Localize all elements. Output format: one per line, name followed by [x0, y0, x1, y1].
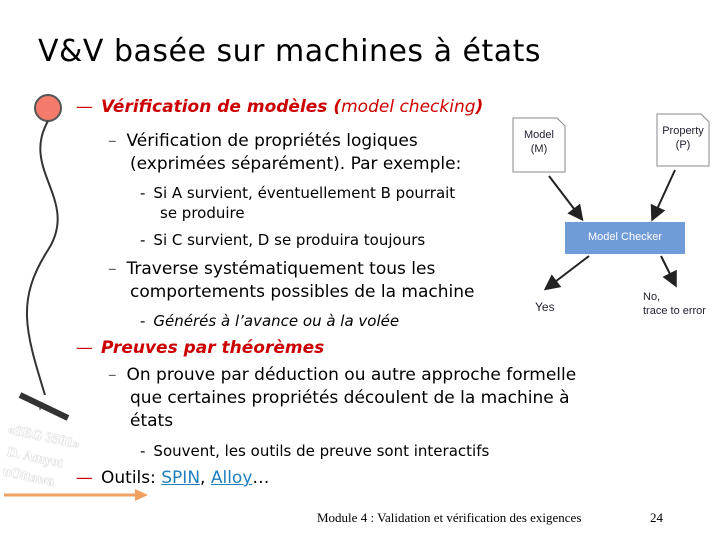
page-number: 24 — [650, 510, 663, 525]
model-checking-diagram — [505, 110, 720, 325]
underline-arrow-graphic — [0, 485, 150, 505]
example-c-d-text: Si C survient, D se produira toujours — [153, 231, 426, 249]
property-document-icon — [657, 124, 709, 152]
result-yes: Yes — [535, 300, 555, 314]
sub-deduction-line3: états — [130, 411, 174, 431]
example-generated-text: Générés à l’avance ou à la volée — [153, 312, 400, 330]
alloy-link[interactable]: Alloy — [210, 468, 253, 488]
sub-traverse-line2: comportements possibles de la machine — [130, 282, 475, 302]
sub-deduction-line2: que certaines propriétés découlent de la machine à — [130, 388, 570, 408]
bullet-model-checking: — Vérification de modèles (model checking) — [76, 97, 484, 117]
example-a-b: - Si A survient, éventuellement B pourrait — [140, 184, 456, 202]
example-a-b-line2: se produire — [160, 204, 245, 222]
model-document-icon — [519, 128, 559, 156]
property-sublabel: (P) — [675, 139, 691, 151]
example-interactive-text: Souvent, les outils de preuve sont interactifs — [153, 442, 490, 460]
example-interactive: - Souvent, les outils de preuve sont interactifs — [140, 442, 490, 460]
sub-traverse-line1: Traverse systématiquement tous les — [126, 259, 436, 279]
spin-link[interactable]: SPIN — [161, 468, 201, 488]
model-label: Model — [524, 129, 554, 141]
result-no-line1: No, — [643, 291, 661, 303]
example-generated: - Générés à l’avance ou à la volée — [140, 312, 400, 330]
bullet-model-checking-suffix: ) — [475, 97, 484, 117]
bullet-tools-prefix: Outils: — [101, 468, 162, 488]
stamp-line3: uOttawa — [1, 464, 56, 490]
sub-deduction-line1: On prouve par déduction ou autre approche formelle — [126, 365, 577, 385]
bullet-tools-suffix: … — [252, 468, 270, 488]
stamp-line2: D. Amyot — [5, 444, 65, 472]
bullet-theorem-proving-label: Preuves par théorèmes — [101, 338, 325, 358]
property-label: Property — [662, 125, 704, 137]
pin-head-icon — [35, 95, 61, 121]
bullet-tools: — Outils: SPIN, Alloy… — [76, 468, 270, 488]
bullet-model-checking-italic: model checking — [341, 97, 476, 117]
bullet-tools-sep: , — [200, 468, 211, 488]
sub-deduction: – On prouve par déduction ou autre approche formelle — [108, 365, 577, 385]
bullet-theorem-proving: — Preuves par théorèmes — [76, 338, 325, 358]
example-c-d: - Si C survient, D se produira toujours — [140, 231, 426, 249]
slide-title: V&V basée sur machines à états — [38, 34, 541, 69]
stamp-line1: «SEG 3501» — [6, 422, 82, 453]
model-checker-box: Model Checker — [588, 231, 662, 243]
sub-logic-properties-line2: (exprimées séparément). Par exemple: — [130, 154, 462, 174]
sub-traverse: – Traverse systématiquement tous les — [108, 259, 436, 279]
bullet-model-checking-label: Vérification de modèles ( — [101, 97, 342, 117]
sub-logic-properties: – Vérification de propriétés logiques — [108, 131, 418, 151]
result-no — [643, 290, 706, 318]
footer-module: Module 4 : Validation et vérification des exigences — [317, 510, 582, 525]
model-sublabel: (M) — [530, 143, 548, 155]
result-no-line2: trace to error — [643, 305, 706, 317]
sub-logic-properties-line1: Vérification de propriétés logiques — [126, 131, 418, 151]
example-a-b-line1: Si A survient, éventuellement B pourrait — [153, 184, 456, 202]
